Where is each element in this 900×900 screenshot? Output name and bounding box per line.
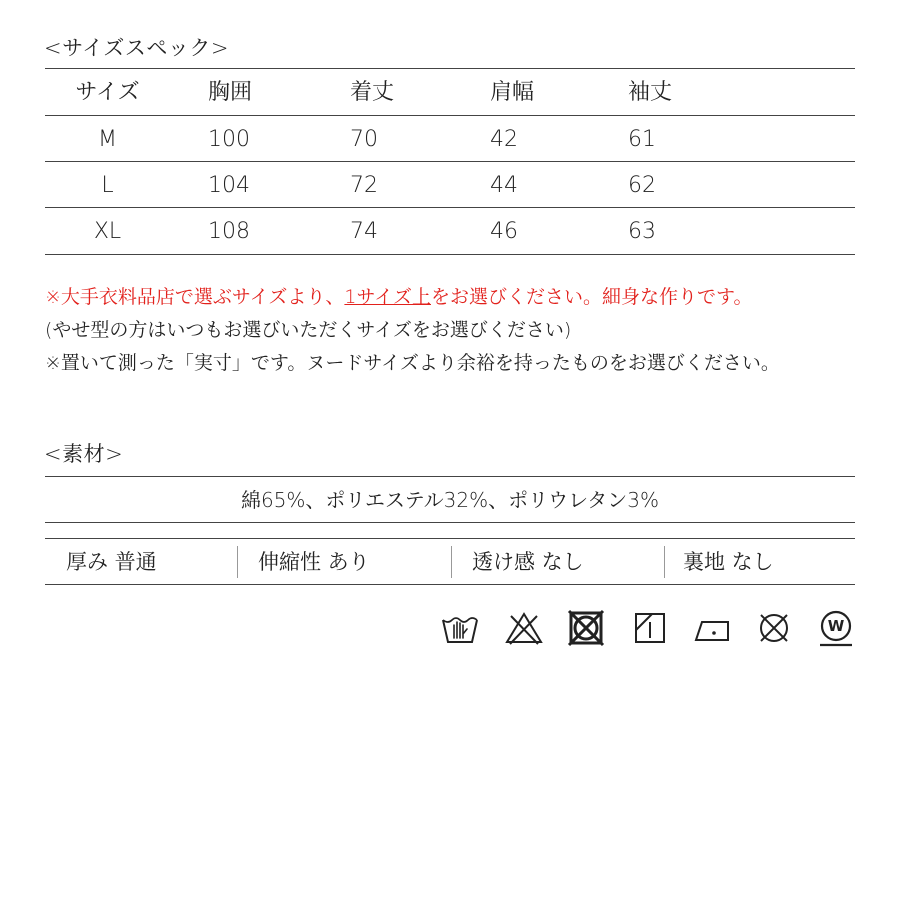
cell-shoulder: 44 [490,173,518,198]
cell-length: 72 [350,173,378,198]
attributes-top-rule [45,538,855,539]
note-red-suffix: をお選びください。細身な作りです。 [430,286,753,308]
table-row [45,117,855,163]
line-dry-shade-icon [630,608,670,648]
wet-clean-icon [816,608,856,648]
cell-sleeve: 63 [628,219,656,244]
cell-length: 74 [350,219,378,244]
attr-stretch: 伸縮性 あり [258,550,370,574]
low-iron-icon [692,608,732,648]
cell-shoulder: 42 [490,127,518,152]
table-rule [45,115,855,116]
header-size: サイズ [75,80,140,105]
cell-size: L [101,173,114,198]
table-row [45,209,855,255]
attr-divider [451,546,452,578]
attr-divider [237,546,238,578]
table-header-row [45,70,855,116]
table-rule [45,161,855,162]
measurement-note: ※置いて測った「実寸」です。ヌードサイズより余裕を持ったものをお選びください。 [45,352,780,374]
header-shoulder: 肩幅 [490,80,535,105]
cell-size: M [98,127,117,152]
wet-clean-letter: W [827,617,845,635]
cell-sleeve: 62 [628,173,656,198]
table-row [45,163,855,209]
material-rule [45,522,855,523]
table-top-rule [45,68,855,69]
material-composition: 綿65%、ポリエステル32%、ポリウレタン3% [240,488,660,512]
cell-length: 70 [350,127,378,152]
table-rule [45,207,855,208]
slim-note: (やせ型の方はいつもお選びいただくサイズをお選びください) [45,319,572,341]
attr-lining: 裏地 なし [683,550,774,574]
cell-chest: 104 [208,173,250,198]
note-red-underlined: 1サイズ上 [344,286,431,308]
cell-chest: 100 [208,127,250,152]
no-bleach-icon [504,608,544,648]
attr-sheerness: 透け感 なし [472,550,584,574]
attributes-bottom-rule [45,584,855,585]
size-spec-heading: <サイズスペック> [44,36,230,60]
cell-size: XL [93,219,122,244]
no-tumble-dry-icon [566,608,606,648]
header-sleeve: 袖丈 [628,80,673,105]
cell-sleeve: 61 [628,127,656,152]
size-advice-note [45,282,752,309]
cell-chest: 108 [208,219,250,244]
hand-wash-icon [440,608,480,648]
note-red-prefix: ※大手衣料品店で選ぶサイズより、 [45,286,345,308]
material-top-rule [45,476,855,477]
material-heading: <素材> [44,442,124,466]
attr-divider [664,546,665,578]
no-dry-clean-icon [754,608,794,648]
table-bottom-rule [45,254,855,255]
header-length: 着丈 [350,80,395,105]
header-chest: 胸囲 [208,80,253,105]
attr-thickness: 厚み 普通 [66,550,157,574]
cell-shoulder: 46 [490,219,518,244]
